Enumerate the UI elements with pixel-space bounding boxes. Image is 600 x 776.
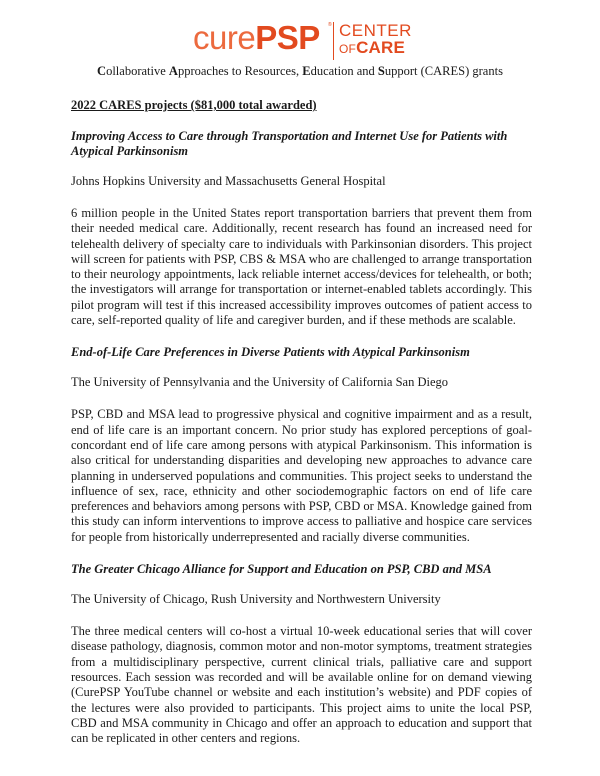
- project-title: Improving Access to Care through Transportation and Internet Use for Patients with Atypical Parkinsonism: [71, 129, 508, 158]
- project-institution: Johns Hopkins University and Massachusetts General Hospital: [71, 174, 386, 188]
- document-body: [71, 98, 532, 763]
- project-end-of-life-care: [71, 345, 532, 545]
- logo-center-text: CENTER: [339, 21, 412, 40]
- project-greater-chicago-alliance: [71, 562, 532, 746]
- project-description: The three medical centers will co-host a virtual 10-week educational series that will cover disease pathology, diagnosis, common motor and non-motor symptoms, treatment strategies from a multidisciplinary perspective, current clinical trials, palliative care and support resources. Each session was recorded and will be available online for on demand viewing (CurePSP YouTube channel or website and each institution’s website) and PDF copies of the lectures were also provided to participants. This project aims to unite the local PSP, CBD and MSA community in Chicago and offer an approach to education and support that can be replicated in other centers and regions.: [71, 624, 532, 746]
- project-institution: The University of Chicago, Rush University and Northwestern University: [71, 592, 441, 607]
- logo-care-text: CARE: [356, 38, 406, 57]
- project-transportation-internet: [71, 129, 532, 328]
- logo-psp-text: PSP: [255, 19, 320, 56]
- project-title: End-of-Life Care Preferences in Diverse Patients with Atypical Parkinsonism: [71, 345, 470, 360]
- logo-trademark: ®: [328, 22, 332, 28]
- logo-cure-text: cure: [193, 19, 256, 56]
- logo-of-care-line: [339, 39, 412, 58]
- grants-subtitle: Collaborative Approaches to Resources, Education and Support (CARES) grants: [97, 64, 503, 78]
- curepsp-center-of-care-logo: [193, 12, 433, 64]
- project-institution: The University of Pennsylvania and the University of California San Diego: [71, 375, 449, 390]
- project-description: PSP, CBD and MSA lead to progressive physical and cognitive impairment and as a result, end of life care is an important concern. No prior study has explored perceptions of goal-concordant end of life care among persons with atypical Parkinsonism. This information is also critical for understanding disparities and developing new approaches to advance care planning in underserved populations and communities. This project seeks to understand the influence of sex, race, ethnicity and other sociodemographic factors on end of life care preferences and behaviors among persons with PSP, CBD or MSA. Knowledge gained from this study can inform interventions to improve access to palliative and hospice care services for people from historically underrepresented and racially diverse communities.: [71, 407, 532, 544]
- logo-of-text: OF: [339, 42, 357, 56]
- logo-divider: [333, 22, 334, 60]
- project-description: 6 million people in the United States report transportation barriers that prevent them from their needed medical care. Additionally, recent research has found an increased need for telehealth delivery of specialty care to individuals with Parkinsonian disorders. This project will screen for patients with PSP, CBS & MSA who are challenged to arrange transportation to their neurology appointments, lack reliable internet access/devices for telehealth, or both; the investigators will arrange for transportation or internet-enabled tablets accordingly. This pilot program will test if this increased accessibility improves outcomes of patient access to care, self-reported quality of life and caregiver burden, and if these methods are scalable.: [71, 206, 532, 328]
- project-title: The Greater Chicago Alliance for Support and Education on PSP, CBD and MSA: [71, 562, 492, 577]
- logo-wordmark: [193, 20, 320, 56]
- logo-center-of-care: [339, 22, 412, 58]
- section-title: 2022 CARES projects ($81,000 total awarded): [71, 98, 317, 112]
